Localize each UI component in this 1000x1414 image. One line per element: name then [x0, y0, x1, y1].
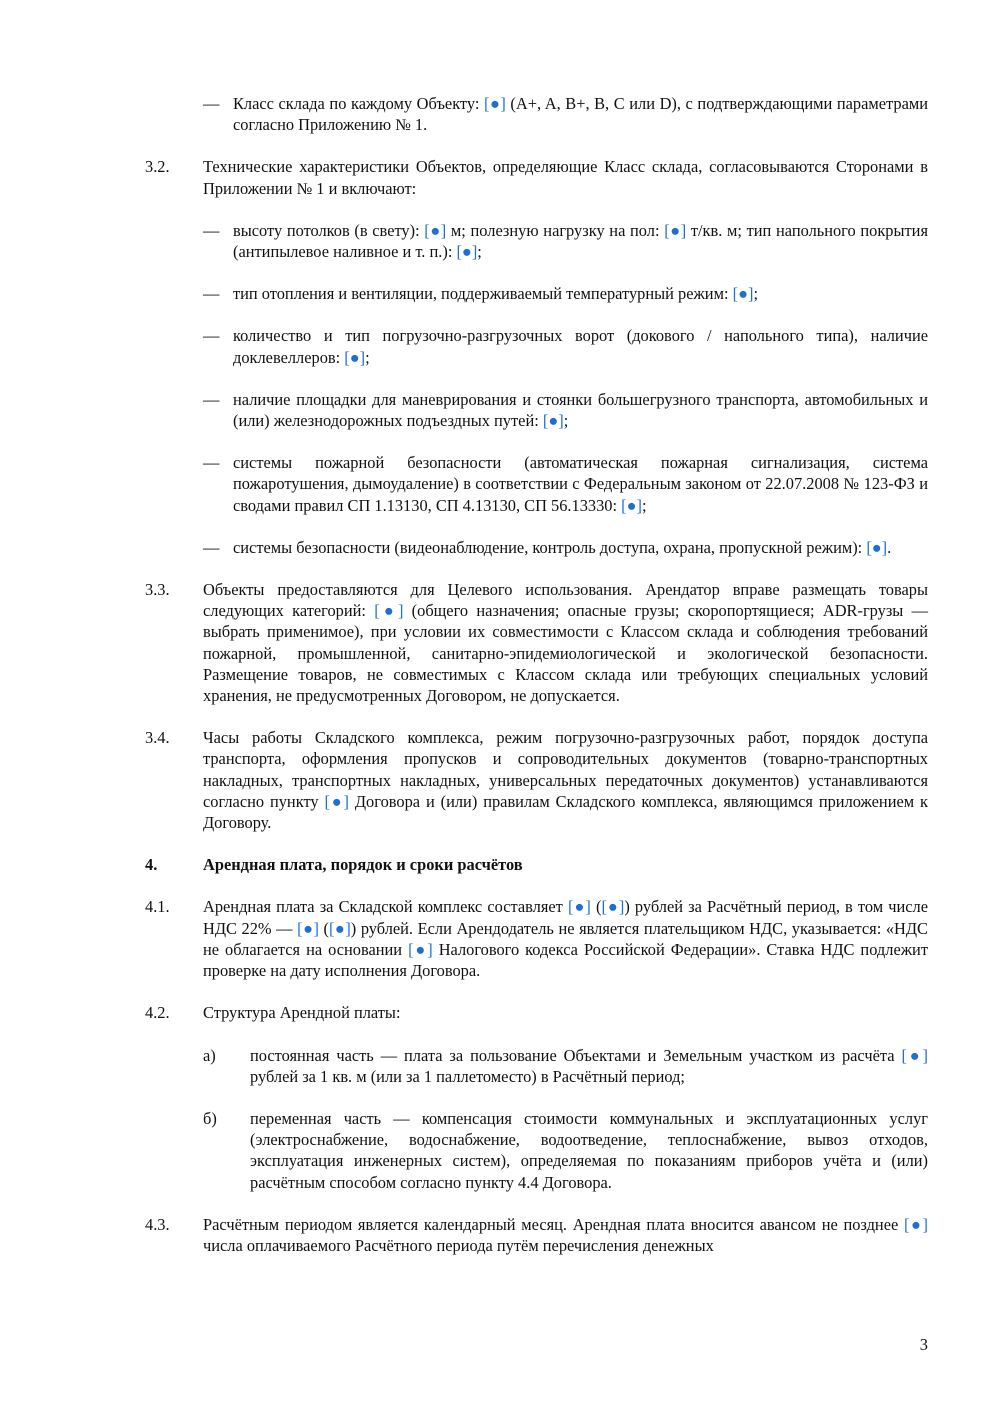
- clause-text: Технические характеристики Объектов, определяющие Класс склада, согласовываются Сторонами в Приложении № 1 и включают:: [203, 157, 928, 198]
- placeholder-field[interactable]: [●]: [567, 897, 591, 917]
- placeholder-field[interactable]: [●]: [297, 918, 319, 938]
- clause-number: 4.1.: [145, 897, 170, 917]
- dash-marker: —: [203, 94, 220, 113]
- clause-number: 3.3.: [145, 580, 170, 600]
- list-item: — количество и тип погрузочно-разгрузочных ворот (докового / напольного типа), наличие доклевеллеров: [●];: [203, 326, 928, 367]
- list-item: а) постоянная часть — плата за пользование Объектами и Земельным участком из расчёта [●] рублей за 1 кв. м (или за 1 паллетоместо) в Расчётный период;: [203, 1045, 928, 1086]
- clause-number: 3.2.: [145, 157, 170, 177]
- list-marker: б): [203, 1108, 217, 1128]
- clause-4-1: 4.1. Арендная плата за Складской комплекс составляет [●] ([●]) рублей за Расчётный период, в том числе НДС 22% — [●] ([●]) рублей. Если Арендодатель не является плательщиком НДС, указывается: «НДС не облагается на основании [●] Налогового кодекса Российской Федерации». Ставка НДС подлежит проверке на дату исполнения Договора.: [145, 897, 928, 981]
- clause-3-4: 3.4. Часы работы Складского комплекса, режим погрузочно-разгрузочных работ, порядок доступа транспорта, оформления пропусков и сопроводительных документов (товарно-транспортных накладных, транспортных накладных, универсальных передаточных документов) устанавливаются согласно пункту [●] Договора и (или) правилам Складского комплекса, являющимся приложением к Договору.: [145, 728, 928, 833]
- placeholder-field[interactable]: [●]: [542, 411, 564, 431]
- placeholder-field[interactable]: [●]: [901, 1045, 928, 1065]
- section-number: 4.: [145, 855, 158, 875]
- placeholder-field[interactable]: [●]: [601, 897, 625, 917]
- placeholder-field[interactable]: [●]: [324, 791, 349, 811]
- list-item: — высоту потолков (в свету): [●] м; полезную нагрузку на пол: [●] т/кв. м; тип напольного покрытия (антипылевое наливное и т. п.): [●];: [203, 220, 928, 262]
- clause-4-2: [145, 1002, 928, 1023]
- placeholder-field[interactable]: [●]: [328, 918, 351, 938]
- document-body: [145, 93, 928, 1256]
- clause-3-2: [145, 156, 928, 198]
- list-marker: а): [203, 1045, 216, 1065]
- placeholder-field[interactable]: [●]: [374, 601, 404, 621]
- list-item: — Класс склада по каждому Объекту: [●] (A+, A, B+, B, C или D), с подтверждающими параметрами согласно Приложению № 1.: [203, 94, 928, 135]
- clause-3-3: 3.3. Объекты предоставляются для Целевого использования. Арендатор вправе размещать товары следующих категорий: [●] (общего назначения; опасные грузы; скоропортящиеся; ADR-грузы — выбрать применимое), при условии их совместимости с Классом склада и соблюдения требований пожарной, промышленной, санитарно-эпидемиологической и экологической безопасности. Размещение товаров, не совместимых с Классом склада или требующих специальных условий хранения, не предусмотренных Договором, не допускается.: [145, 580, 928, 706]
- list-item: б) переменная часть — компенсация стоимости коммунальных и эксплуатационных услуг (электроснабжение, водоснабжение, водоотведение, теплоснабжение, вывоз отходов, эксплуатация инженерных систем), определяемая по показаниям приборов учёта и (или) расчётным способом согласно пункту 4.4 Договора.: [203, 1108, 928, 1192]
- clause-number: 4.3.: [145, 1214, 170, 1234]
- list-item: — системы безопасности (видеонаблюдение, контроль доступа, охрана, пропускной режим): [●].: [203, 537, 892, 557]
- placeholder-field[interactable]: [●]: [344, 347, 366, 367]
- page-number: 3: [919, 1335, 928, 1354]
- clause-4-3: 4.3. Расчётным периодом является календарный месяц. Арендная плата вносится авансом не позднее [●] числа оплачиваемого Расчётного периода путём перечисления денежных: [145, 1214, 928, 1255]
- placeholder-field[interactable]: [●]: [664, 220, 687, 240]
- section-title: Арендная плата, порядок и сроки расчётов: [203, 855, 523, 875]
- list-item: — наличие площадки для маневрирования и стоянки большегрузного транспорта, автомобильных и (или) железнодорожных подъездных путей: [●];: [203, 389, 928, 431]
- placeholder-field[interactable]: [●]: [866, 537, 888, 557]
- clause-text: Структура Арендной платы:: [203, 1003, 401, 1023]
- clause-number: 3.4.: [145, 728, 170, 748]
- section-heading: [145, 854, 928, 875]
- placeholder-field[interactable]: [●]: [903, 1214, 928, 1234]
- placeholder-field[interactable]: [●]: [408, 939, 433, 959]
- placeholder-field[interactable]: [●]: [484, 94, 506, 113]
- placeholder-field[interactable]: [●]: [456, 242, 478, 262]
- list-item: — тип отопления и вентиляции, поддерживаемый температурный режим: [●];: [203, 284, 758, 304]
- placeholder-field[interactable]: [●]: [732, 284, 754, 304]
- list-item: — системы пожарной безопасности (автоматическая пожарная сигнализация, система пожаротушения, дымоудаление) в соответствии с Федеральным законом от 22.07.2008 № 123-ФЗ и сводами правил СП 1.13130, СП 4.13130, СП 56.13330: [●];: [203, 453, 928, 515]
- placeholder-field[interactable]: [●]: [621, 495, 642, 515]
- clause-number: 4.2.: [145, 1003, 170, 1023]
- placeholder-field[interactable]: [●]: [424, 220, 447, 240]
